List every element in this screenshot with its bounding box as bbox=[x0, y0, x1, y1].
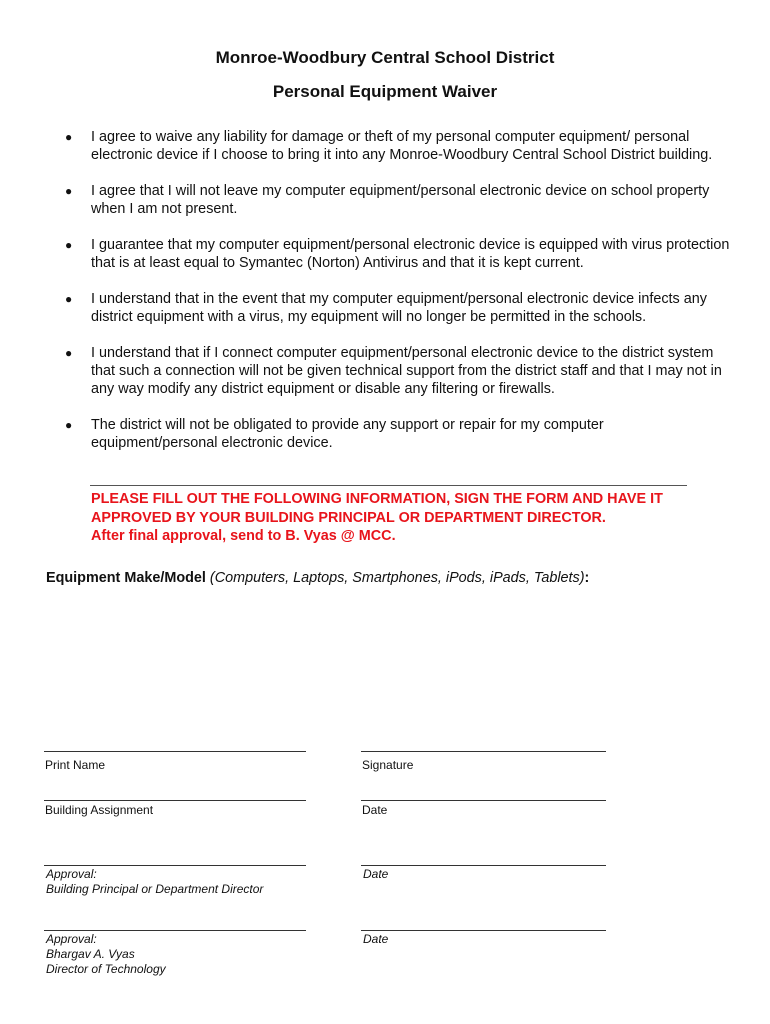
principal-approval-line[interactable] bbox=[44, 865, 306, 866]
principal-date-line[interactable] bbox=[361, 865, 606, 866]
list-item bbox=[63, 182, 733, 218]
notice-line: APPROVED BY YOUR BUILDING PRINCIPAL OR DEPARTMENT DIRECTOR. bbox=[91, 509, 606, 526]
bullet-icon: ● bbox=[65, 292, 73, 306]
signature-line[interactable] bbox=[361, 751, 606, 752]
equipment-label: Equipment Make/Model bbox=[46, 570, 206, 586]
list-item bbox=[63, 416, 733, 452]
director-approval-line[interactable] bbox=[44, 930, 306, 931]
waiver-terms-list bbox=[63, 128, 733, 470]
print-name-line[interactable] bbox=[44, 751, 306, 752]
date-line[interactable] bbox=[361, 800, 606, 801]
instructions-notice bbox=[91, 490, 731, 546]
term-text: The district will not be obligated to provide any support or repair for my computer equipment/personal electronic device. bbox=[91, 417, 604, 451]
list-item bbox=[63, 128, 733, 164]
list-item bbox=[63, 236, 733, 272]
bullet-icon: ● bbox=[65, 418, 73, 432]
list-item bbox=[63, 290, 733, 326]
notice-line: PLEASE FILL OUT THE FOLLOWING INFORMATION, SIGN THE FORM AND HAVE IT bbox=[91, 491, 663, 507]
director-date-label: Date bbox=[363, 932, 389, 946]
equipment-hint: (Computers, Laptops, Smartphones, iPods, iPads, Tablets) bbox=[209, 570, 585, 586]
signature-label: Signature bbox=[362, 758, 414, 772]
building-assignment-label: Building Assignment bbox=[45, 803, 154, 817]
principal-approval-label bbox=[46, 867, 263, 897]
equipment-colon: : bbox=[584, 570, 590, 586]
approval-role: Building Principal or Department Director bbox=[46, 882, 264, 896]
approval-heading: Approval: bbox=[46, 932, 97, 946]
bullet-icon: ● bbox=[65, 130, 73, 144]
print-name-label: Print Name bbox=[45, 758, 106, 772]
form-title: Personal Equipment Waiver bbox=[272, 82, 498, 101]
approval-role: Director of Technology bbox=[46, 962, 166, 976]
bullet-icon: ● bbox=[65, 346, 73, 360]
approver-name: Bhargav A. Vyas bbox=[46, 947, 135, 961]
approval-heading: Approval: bbox=[46, 867, 97, 881]
equipment-field[interactable] bbox=[46, 570, 589, 586]
building-assignment-line[interactable] bbox=[44, 800, 306, 801]
list-item bbox=[63, 344, 733, 398]
bullet-icon: ● bbox=[65, 184, 73, 198]
term-text: I guarantee that my computer equipment/personal electronic device is equipped with virus protection that is at least equal to Symantec (Norton) Antivirus and that it is kept current. bbox=[91, 237, 730, 271]
director-date-line[interactable] bbox=[361, 930, 606, 931]
date-label: Date bbox=[362, 803, 388, 817]
notice-line: After final approval, send to B. Vyas @ MCC. bbox=[91, 528, 396, 544]
bullet-icon: ● bbox=[65, 238, 73, 252]
director-approval-label bbox=[46, 932, 166, 977]
district-title: Monroe-Woodbury Central School District bbox=[215, 48, 555, 67]
term-text: I understand that if I connect computer equipment/personal electronic device to the district system that such a connection will not be given technical support from the district staff and that I may not in any way modify any district equipment or disable any filtering or firewalls. bbox=[91, 345, 722, 397]
term-text: I agree that I will not leave my computer equipment/personal electronic device on school property when I am not present. bbox=[91, 183, 710, 217]
divider bbox=[90, 485, 687, 486]
term-text: I agree to waive any liability for damage or theft of my personal computer equipment/ personal electronic device if I choose to bring it into any Monroe-Woodbury Central School District building. bbox=[91, 129, 713, 163]
term-text: I understand that in the event that my computer equipment/personal electronic device infects any district equipment with a virus, my equipment will no longer be permitted in the schools. bbox=[91, 291, 707, 325]
principal-date-label: Date bbox=[363, 867, 389, 881]
